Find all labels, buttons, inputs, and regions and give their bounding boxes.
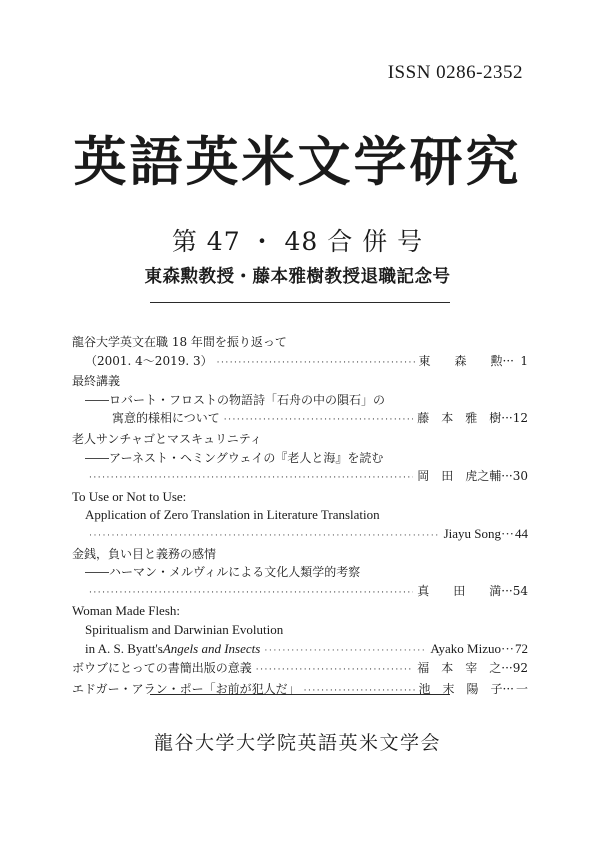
toc-entry-title — [72, 430, 528, 449]
journal-title: 英語英米文学研究 — [73, 131, 522, 193]
toc-entry-leader: 寓意的様相について ····· 藤 本 雅 樹 ··· 12 — [72, 409, 528, 430]
toc-title-line: 老人サンチャゴとマスキュリニティ — [72, 431, 262, 446]
toc-author: 岡 田 虎之輔 — [417, 469, 502, 484]
issn-number: ISSN 0286-2352 — [387, 62, 523, 83]
toc-title-line: Spiritualism and Darwinian Evolution — [85, 621, 284, 637]
toc-page-number: 12 — [512, 411, 528, 426]
top-divider — [150, 302, 450, 303]
toc-entry-title — [72, 333, 528, 352]
issue-number: 第 47 ・ 48 合 併 号 — [171, 227, 424, 256]
toc-entry-leader: ····· Jiayu Song ··· 44 — [72, 525, 528, 545]
toc-title-line: Application of Zero Translation in Literature Translation — [85, 507, 380, 523]
toc-section-label — [72, 372, 528, 391]
toc-entry-leader: ボウブにとっての書簡出版の意義 ····· 福 本 宰 之 ··· 92 — [72, 659, 528, 680]
toc-title-line: To Use or Not to Use: — [72, 488, 187, 504]
toc-author: 福 本 宰 之 — [417, 661, 502, 676]
dot-leader — [224, 411, 413, 430]
dot-leader — [89, 526, 440, 545]
toc-entry-title — [72, 563, 528, 582]
toc-entry-leader: in A. S. Byatt's Angels and Insects ····· Ayako Mizuo ··· 72 — [72, 640, 528, 660]
toc-title-line: 龍谷大学英文在職 18 年間を振り返って — [72, 335, 287, 349]
toc-section-name: 最終講義 — [72, 374, 121, 389]
toc-entry-title — [72, 449, 528, 468]
toc-entry-title — [72, 545, 528, 564]
toc-entry-leader: エドガー・アラン・ポー「お前が犯人だ」 ····· 池 末 陽 子 ··· 一 — [72, 680, 528, 701]
toc-entry-title — [72, 506, 528, 525]
dot-leader — [304, 682, 415, 701]
toc-entry-title — [72, 621, 528, 640]
toc-page-number: 92 — [512, 661, 528, 676]
toc-entry-title — [72, 391, 528, 410]
toc-title-line: ――アーネスト・ヘミングウェイの『老人と海』を読む — [85, 450, 384, 465]
toc-title-line: Woman Made Flesh: — [72, 603, 180, 619]
toc-author: Jiayu Song — [443, 525, 501, 541]
toc-title-italic: Angels and Insects — [162, 640, 261, 656]
toc-entry-title — [72, 488, 528, 507]
toc-page-number: 72 — [515, 640, 528, 656]
bottom-divider — [150, 694, 450, 695]
toc-entry-title — [72, 602, 528, 621]
dot-leader — [89, 584, 413, 603]
toc-entry-leader: ····· 岡 田 虎之輔 ··· 30 — [72, 467, 528, 488]
dot-leader — [217, 354, 415, 373]
dot-leader — [264, 641, 426, 660]
toc-title-line: ――ロバート・フロストの物語詩「石舟の中の隕石」の — [85, 392, 386, 407]
toc-title-line: ――ハーマン・メルヴィルによる文化人類学的考察 — [85, 565, 361, 580]
toc-title-line: （2001. 4～2019. 3） — [85, 353, 213, 368]
dot-leader — [89, 469, 413, 488]
toc-title-line: 寓意的様相について — [112, 411, 220, 426]
toc-author: Ayako Mizuo — [430, 640, 501, 656]
toc-author: 真 田 満 — [417, 583, 502, 598]
toc-author: 藤 本 雅 樹 — [417, 411, 502, 426]
toc-title-line: エドガー・アラン・ポー「お前が犯人だ」 — [72, 681, 300, 696]
toc-entry-leader: ····· 真 田 満 ··· 54 — [72, 582, 528, 603]
toc-page-number: 一 — [515, 681, 528, 696]
toc-page-number: 54 — [512, 583, 528, 598]
toc-page-number: 44 — [515, 525, 528, 541]
dot-leader — [256, 661, 413, 680]
toc-author: 池 末 陽 子 — [418, 681, 503, 696]
toc-author: 東 森 勲 — [418, 353, 503, 368]
publisher-name: 龍谷大学大学院英語英米文学会 — [153, 732, 441, 754]
commemorative-subtitle: 東森勲教授・藤本雅樹教授退職記念号 — [144, 267, 451, 287]
toc-title-line: ボウブにとっての書簡出版の意義 — [72, 661, 252, 676]
table-of-contents — [72, 333, 528, 700]
toc-entry-leader: （2001. 4～2019. 3） ····· 東 森 勲 ··· 1 — [72, 352, 528, 373]
toc-title-line: in A. S. Byatt's — [85, 640, 163, 656]
toc-page-number: 1 — [520, 353, 528, 368]
toc-title-line: 金銭，負い目と義務の感情 — [72, 546, 217, 561]
toc-page-number: 30 — [512, 469, 528, 484]
